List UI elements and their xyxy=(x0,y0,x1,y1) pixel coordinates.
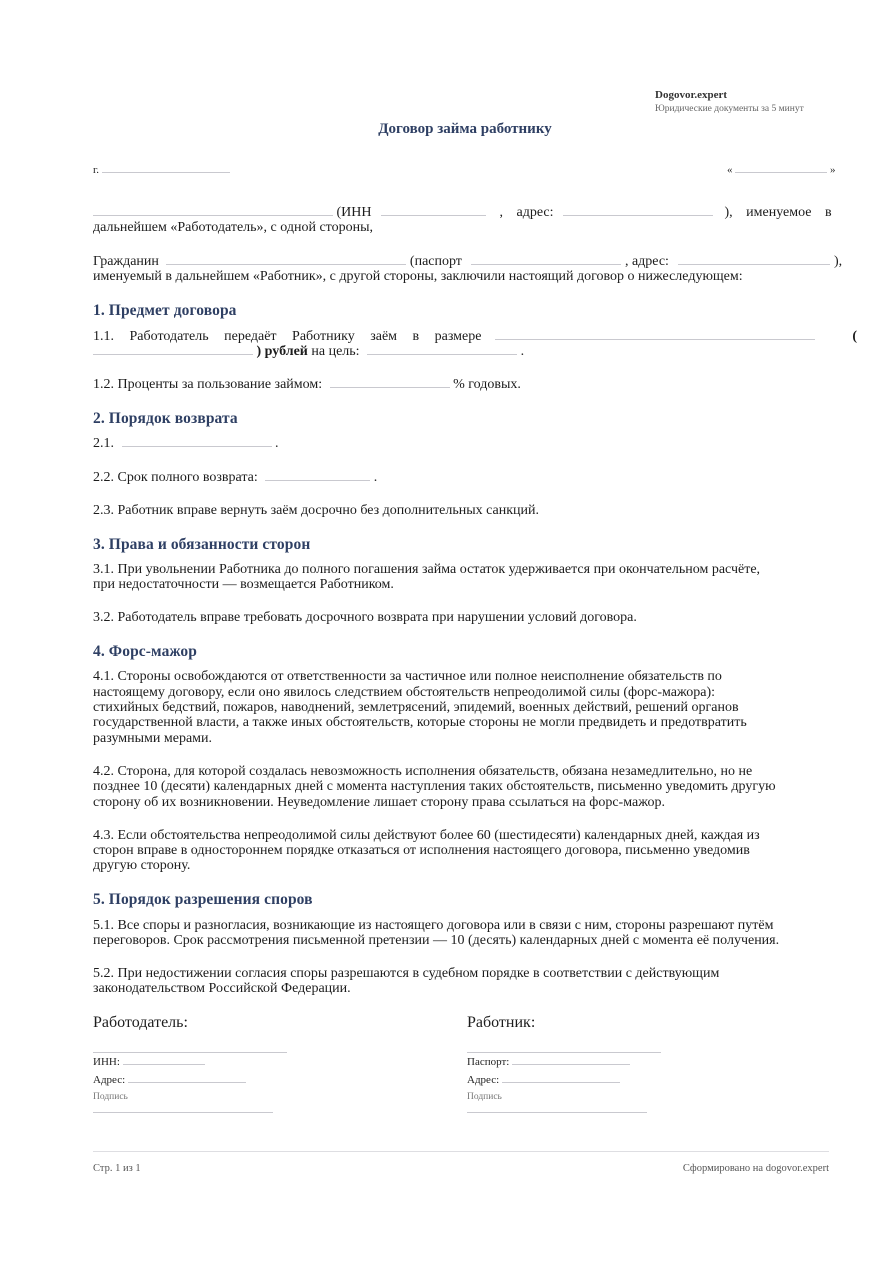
section-1-heading: 1. Предмет договора xyxy=(93,302,237,319)
section-5-heading: 5. Порядок разрешения споров xyxy=(93,891,313,908)
clause-4-2-line3: сторону об их возникновении. Неуведомление лишает сторону права ссылаться на форс-мажор. xyxy=(93,795,666,810)
employee-passport-caption: Паспорт: xyxy=(467,1056,510,1068)
clause-5-2-line2: законодательством Российской Федерации. xyxy=(93,981,351,996)
section-3-heading: 3. Права и обязанности сторон xyxy=(93,536,311,553)
employer-address-blank xyxy=(563,215,713,216)
employer-comma: , xyxy=(499,205,503,220)
clause-4-1-line3: стихийных бедствий, пожаров, наводнений, землетрясений, эпидемий, военных действий, решений органов xyxy=(93,700,739,715)
clause-4-2-line1: 4.2. Сторона, для которой создалась невозможность исполнения обязательств, обязана незамедлительно, но не xyxy=(93,764,753,779)
clause-1-1-line1 xyxy=(93,329,861,344)
footer-divider xyxy=(93,1151,829,1152)
brand-tagline: Юридические документы за 5 минут xyxy=(655,104,804,114)
clause-4-2-line2: позднее 10 (десяти) календарных дней с момента наступления таких обстоятельств, письменно уведомить другую xyxy=(93,779,776,794)
document-title: Договор займа работнику xyxy=(378,121,552,137)
employer-party-line1 xyxy=(93,205,861,220)
clause-1-1-end: . xyxy=(520,344,525,359)
employee-sign-line xyxy=(467,1112,647,1113)
employee-address-sign-blank xyxy=(502,1082,620,1083)
employer-inn-label: (ИНН xyxy=(336,205,372,220)
interest-rate-blank xyxy=(330,387,450,388)
clause-2-1 xyxy=(93,436,861,451)
citizen-address-blank xyxy=(678,264,830,265)
employer-address-label: адрес: xyxy=(516,205,554,220)
clause-3-1-line1: 3.1. При увольнении Работника до полного погашения займа остаток удерживается при окончательном расчёте, xyxy=(93,562,761,577)
clause-1-1-line2 xyxy=(93,344,861,359)
loan-amount-blank xyxy=(495,339,815,340)
citizen-passport-label: (паспорт xyxy=(409,254,462,269)
employer-address-row xyxy=(93,1074,246,1086)
date-quote-open: « xyxy=(727,164,733,176)
clause-1-1-text: 1.1. Работодатель передаёт Работнику заём в размере xyxy=(93,329,482,344)
date-line xyxy=(727,164,836,176)
citizen-address-label: , адрес: xyxy=(624,254,669,269)
clause-4-3-line3: другую сторону. xyxy=(93,858,191,873)
employee-address-caption: Адрес: xyxy=(467,1074,500,1086)
citizen-party-line2: именуемый в дальнейшем «Работник», с другой стороны, заключили настоящий договор о нижеследующем: xyxy=(93,269,743,284)
employer-name-blank xyxy=(93,215,333,216)
employer-party-line2: дальнейшем «Работодатель», с одной стороны, xyxy=(93,220,373,235)
citizen-label: Гражданин xyxy=(93,254,159,269)
employee-passport-row xyxy=(467,1056,630,1068)
clause-1-1-purpose: на цель: xyxy=(311,344,360,359)
loan-purpose-blank xyxy=(367,354,517,355)
clause-1-2-text: 1.2. Проценты за пользование займом: xyxy=(93,377,323,392)
clause-5-2-line1: 5.2. При недостижении согласия споры разрешаются в судебном порядке в соответствии с действующим xyxy=(93,966,720,981)
loan-amount-words-blank xyxy=(93,354,253,355)
employer-sign-line xyxy=(93,1112,273,1113)
clause-1-1-paren: ( xyxy=(852,329,857,344)
section-2-heading: 2. Порядок возврата xyxy=(93,410,238,427)
brand-name: Dogovor.expert xyxy=(655,89,727,101)
clause-5-1-line1: 5.1. Все споры и разногласия, возникающие из настоящего договора или в связи с ним, стороны разрешают путём xyxy=(93,918,774,933)
clause-1-2 xyxy=(93,377,861,392)
employer-inn-row xyxy=(93,1056,205,1068)
employer-named: ), именуемое в xyxy=(724,205,832,220)
repayment-term-blank xyxy=(265,480,370,481)
employee-signature-heading: Работник: xyxy=(467,1014,536,1031)
employer-inn-blank xyxy=(381,215,486,216)
employee-passport-sign-blank xyxy=(512,1064,630,1065)
clause-2-1-blank xyxy=(122,446,272,447)
section-4-heading: 4. Форс-мажор xyxy=(93,643,197,660)
clause-4-3-line2: сторон вправе в одностороннем порядке отказаться от исполнения настоящего договора, письменно уведомив xyxy=(93,843,750,858)
clause-4-1-line4: государственной власти, а также иных обстоятельств, которые стороны не могли предвидеть и предотвратить xyxy=(93,715,747,730)
clause-2-1-end: . xyxy=(275,436,279,451)
clause-3-2: 3.2. Работодатель вправе требовать досрочного возврата при нарушении условий договора. xyxy=(93,610,637,625)
generated-note: Сформировано на dogovor.expert xyxy=(682,1163,829,1174)
employer-signature-heading: Работодатель: xyxy=(93,1014,188,1031)
clause-2-2 xyxy=(93,470,861,485)
employee-sign-caption: Подпись xyxy=(467,1092,502,1102)
clause-2-1-text: 2.1. xyxy=(93,436,114,451)
clause-3-1-line2: при недостаточности — возмещается Работником. xyxy=(93,577,394,592)
employee-name-line xyxy=(467,1052,661,1053)
clause-2-2-text: 2.2. Срок полного возврата: xyxy=(93,470,258,485)
employer-name-line xyxy=(93,1052,287,1053)
employee-address-row xyxy=(467,1074,620,1086)
clause-5-1-line2: переговоров. Срок рассмотрения письменной претензии — 10 (десять) календарных дней с момента её получения. xyxy=(93,933,780,948)
date-quote-close: » xyxy=(830,164,836,176)
city-prefix: г. xyxy=(93,164,100,176)
clause-1-2-end: % годовых. xyxy=(453,377,521,392)
employer-inn-sign-blank xyxy=(123,1064,205,1065)
page-number: Стр. 1 из 1 xyxy=(93,1163,141,1174)
clause-4-1-line2: настоящему договору, если оно явилось следствием обстоятельств непреодолимой силы (форс-мажора): xyxy=(93,685,716,700)
employer-address-sign-blank xyxy=(128,1082,246,1083)
clause-4-3-line1: 4.3. Если обстоятельства непреодолимой силы действуют более 60 (шестидесяти) календарных дней, каждая из xyxy=(93,828,760,843)
employer-inn-caption: ИНН: xyxy=(93,1056,120,1068)
citizen-name-blank xyxy=(166,264,406,265)
date-blank xyxy=(735,172,827,173)
city-line xyxy=(93,164,230,176)
clause-4-1-line5: разумными мерами. xyxy=(93,731,213,746)
employer-address-caption: Адрес: xyxy=(93,1074,126,1086)
clause-2-3: 2.3. Работник вправе вернуть заём досрочно без дополнительных санкций. xyxy=(93,503,540,518)
clause-2-2-end: . xyxy=(373,470,378,485)
clause-4-1-line1: 4.1. Стороны освобождаются от ответственности за частичное или полное неисполнение обязательств по xyxy=(93,669,722,684)
citizen-close: ), xyxy=(833,254,843,269)
city-blank xyxy=(102,172,230,173)
citizen-party-line1 xyxy=(93,254,861,269)
clause-1-1-rubles: ) рублей xyxy=(256,344,308,359)
employer-sign-caption: Подпись xyxy=(93,1092,128,1102)
citizen-passport-blank xyxy=(471,264,621,265)
